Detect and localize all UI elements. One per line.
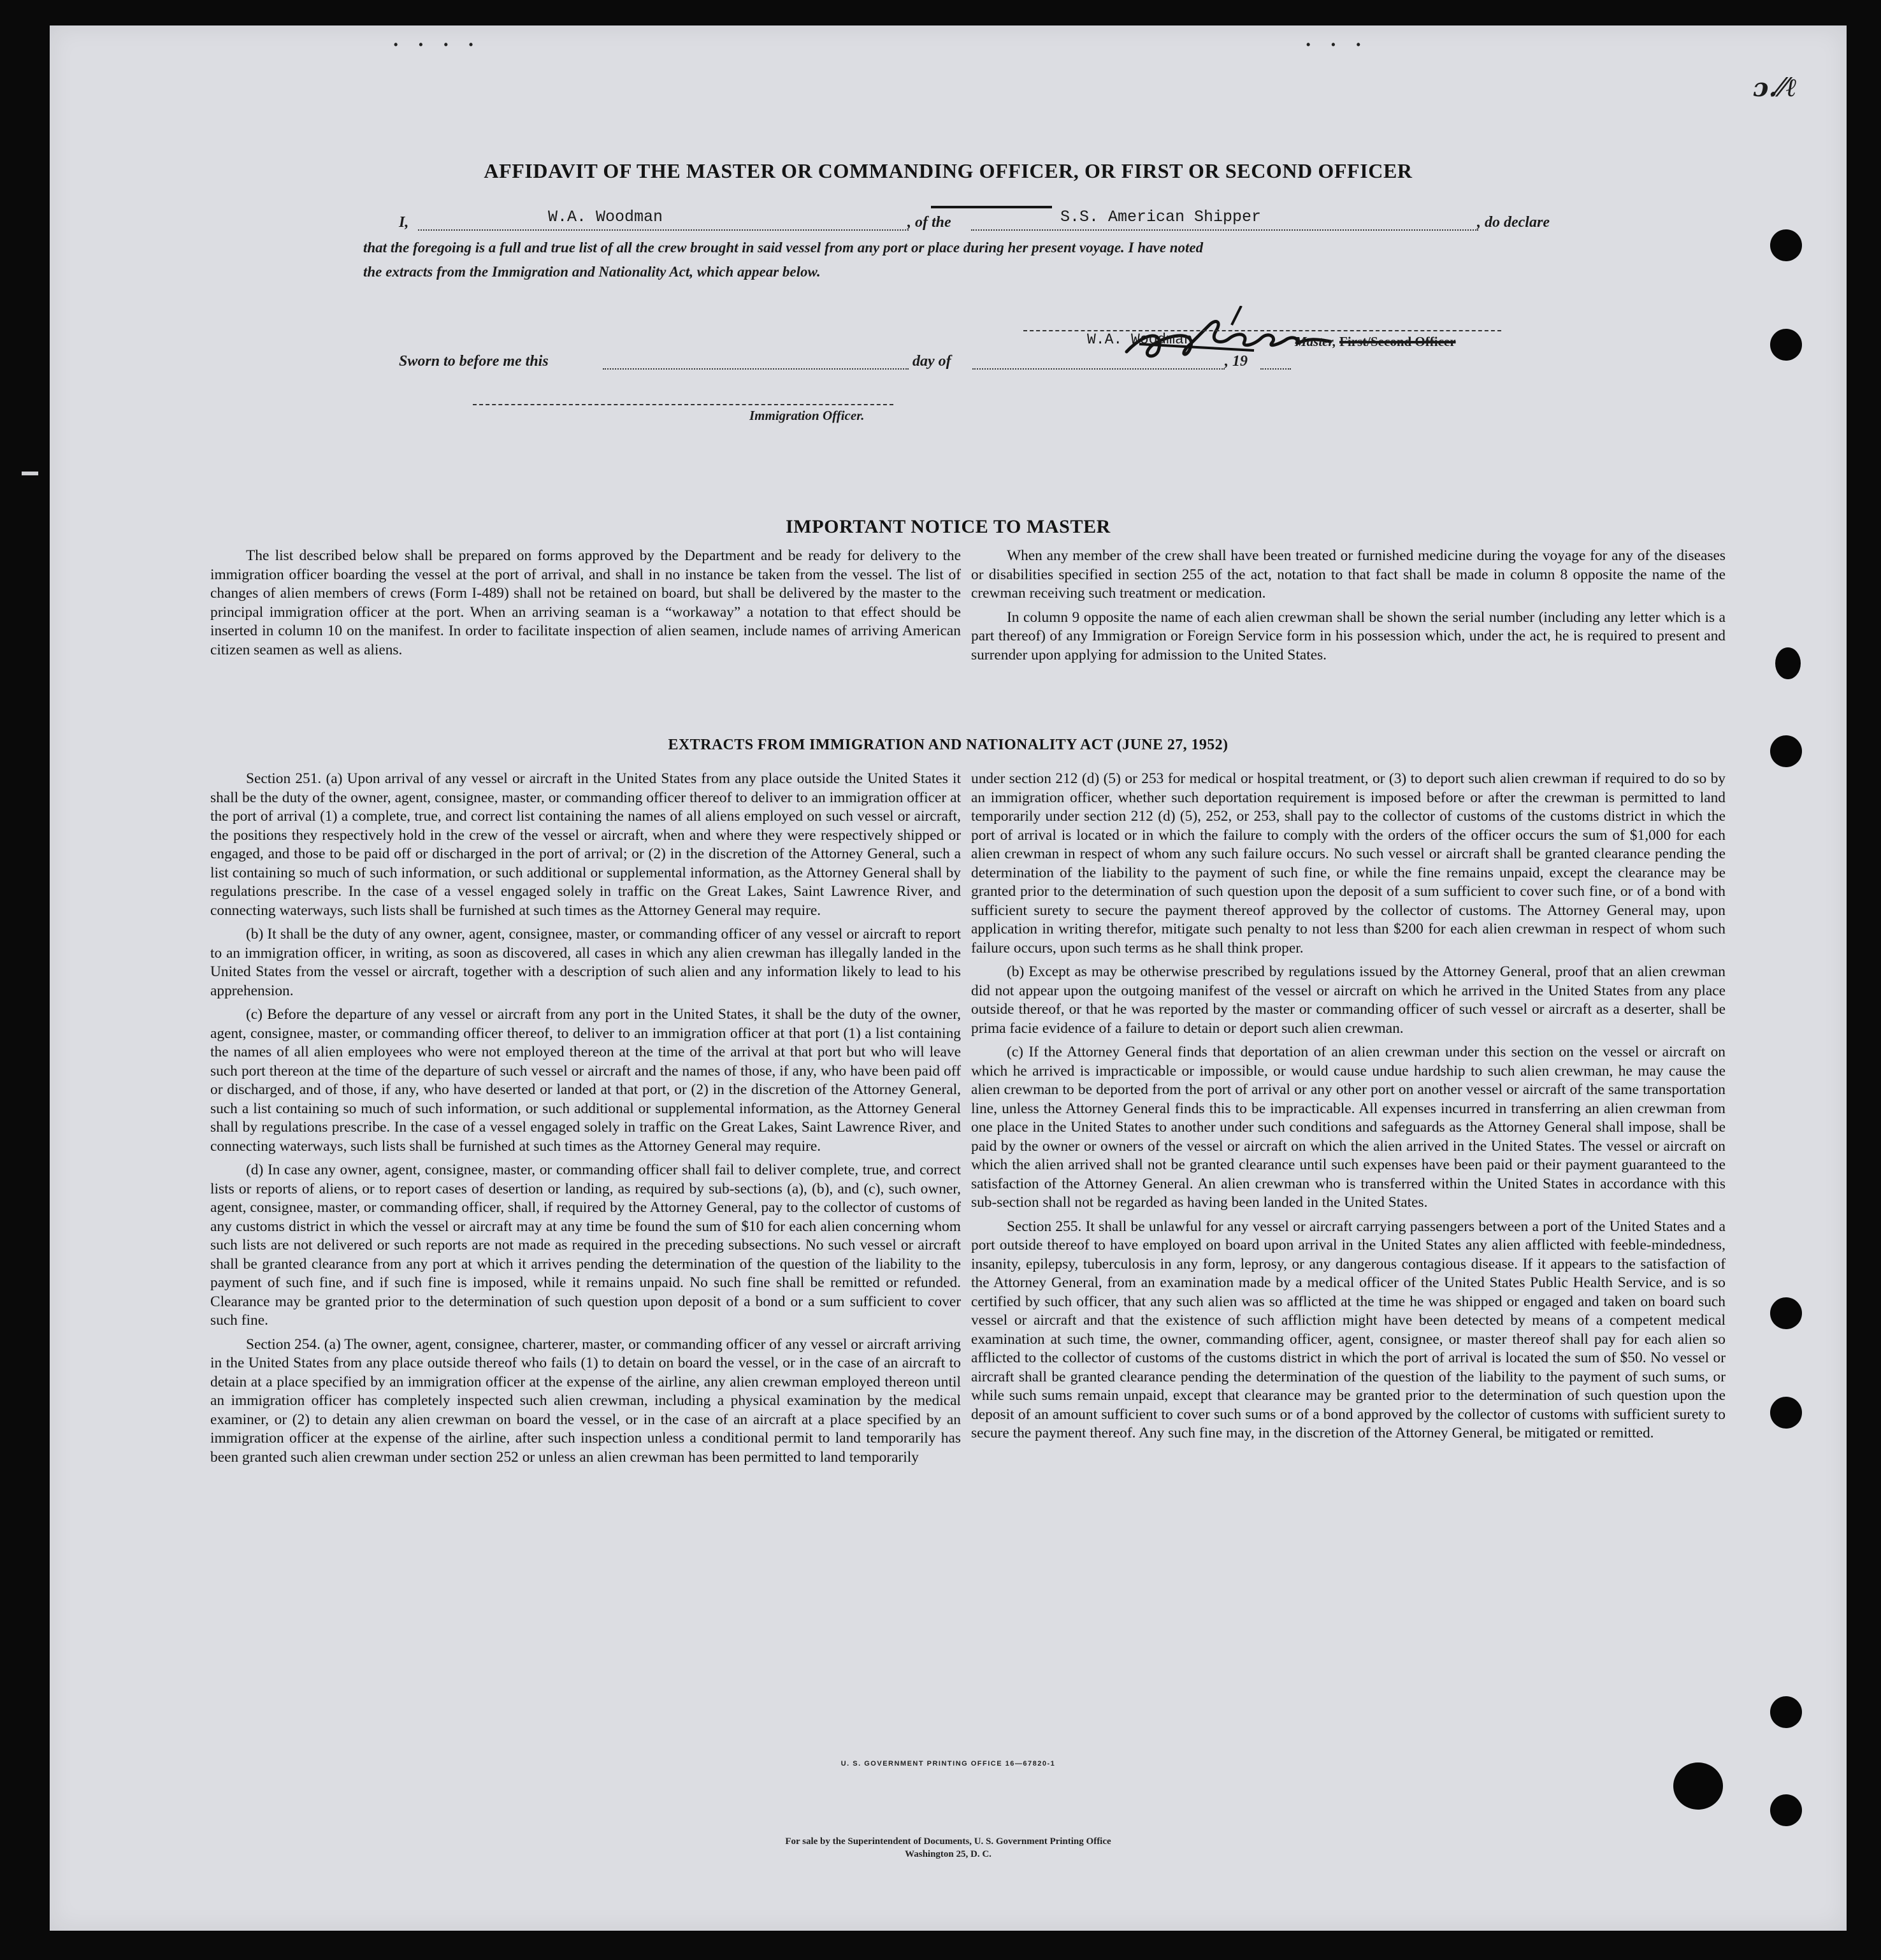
corner-handwriting: ɔ.⁄⁄ℓ (1753, 73, 1797, 103)
title-label (1295, 334, 1456, 350)
sale-notice (50, 1835, 1847, 1861)
label-of-the: , of the (907, 214, 951, 231)
sworn-month-line (972, 368, 1225, 370)
section-254a-continued: under section 212 (d) (5) or 253 for medical or hospital treatment, or (3) to deport such alien crewman if required to do so by an immigration officer, whether such deportation requirement is imposed before or after the crewman is permitted to land temporarily under section 212 (d) (5), 252, or 253, shall pay to the collector of customs of the customs district in which the port of arrival is located or in which the failure to comply with the orders of the officer occurs the sum of $1,000 for each alien crewman in respect of whom any such failure occurs. No such vessel or aircraft shall be granted clearance pending the determination of the liability to the payment of such fine, or while the fine remains unpaid, except the clearance may be granted prior to the determination of such question upon the deposit of a sum sufficient to cover such fine, or of a bond with sufficient surety to secure the payment thereof approved by the collector of customs. The Attorney General may, upon application in writing therefor, mitigate such penalty to not less than $200 for each alien crewman in respect of whom such failure occurs, upon such terms as he shall think proper. (971, 770, 1726, 956)
extracts-left-column (210, 770, 961, 1472)
label-do-declare: , do declare (1477, 214, 1550, 231)
punch-hole (1770, 735, 1802, 767)
section-254a: Section 254. (a) The owner, agent, consignee, charterer, master, or commanding officer of any vessel or aircraft arriving in the United States from any place outside thereof who fails (1) to detain on board the vessel, or in the case of an aircraft to detain at a place specified by an immigration officer at the expense of the airline, any alien crewman employed thereon until an immigration officer has completely inspected such alien crewman, including a physical examination by the medical examiner, or (2) to detain any alien crewman on board the vessel, or in the case of an aircraft at a place specified by an immigration officer at the expense of the airline, after such inspection unless a conditional permit to land temporarily has been granted such alien crewman under section 252 or unless an alien crewman has been permitted to land temporarily (210, 1336, 961, 1466)
immigration-officer-line (473, 404, 893, 405)
punch-hole (1770, 229, 1802, 261)
section-251b: (b) It shall be the duty of any owner, agent, consignee, master, or commanding officer of any vessel or aircraft to report to an immigration officer, in writing, as soon as discovered, all cases in which any alien crewman has illegally landed in the United States from the vessel or aircraft, together with a description of such alien and any information likely to lead to his apprehension. (210, 926, 961, 999)
declaration-line-1: that the foregoing is a full and true list of all the crew brought in said vessel from any port or place during her present voyage. I have noted (363, 240, 1204, 256)
punch-hole (1770, 1297, 1802, 1329)
vessel-name-field: S.S. American Shipper (1060, 208, 1262, 226)
label-i: I, (399, 214, 409, 231)
sworn-day-line (603, 368, 909, 370)
master-label: Master, (1295, 334, 1336, 349)
sworn-label: Sworn to before me this (399, 353, 549, 370)
section-254c: (c) If the Attorney General finds that deportation of an alien crewman under this section on the vessel or aircraft on which he arrived is impracticable or impossible, or would cause undue hardship to such alien crewman, he may cause the alien crewman to be deported from the port of arrival or any other port on another vessel or aircraft of the same transportation line, unless the Attorney General finds this to be impracticable. All expenses incurred in transferring an alien crewman from one place in the United States to another under such conditions and safeguards as the Attorney General shall impose, shall be paid by the owner or owners of the vessel or aircraft on which the alien arrived in the United States. The vessel or aircraft on which the alien arrived shall not be granted clearance until such expenses have been paid or their payment guaranteed to the satisfaction of the Attorney General. An alien crewman who is transferred within the United States in accordance with this sub-section shall not be regarded as having been landed in the United States. (971, 1044, 1726, 1211)
notice-right-column (971, 547, 1726, 670)
immigration-officer-label: Immigration Officer. (749, 408, 865, 423)
sale-line-2: Washington 25, D. C. (905, 1849, 991, 1859)
year-label: , 19 (1225, 353, 1248, 370)
declaration-line-2: the extracts from the Immigration and Nationality Act, which appear below. (363, 264, 821, 280)
section-254b: (b) Except as may be otherwise prescribed by regulations issued by the Attorney General, proof that an alien crewman did not appear upon the outgoing manifest of the vessel or aircraft on which he arrived in the United States from any place outside thereof, or that he was reported by the master or commanding officer of such vessel or aircraft as a deserter, shall be prima facie evidence of a failure to detain or deport such alien crewman. (971, 963, 1726, 1037)
master-name-field: W.A. Woodman (548, 208, 663, 226)
name-field-line (418, 229, 909, 231)
notice-left-column (210, 547, 961, 665)
edge-mark (22, 472, 38, 475)
signer-name: W.A. Woodman (1087, 331, 1193, 348)
notice-title: IMPORTANT NOTICE TO MASTER (786, 516, 1111, 537)
punch-hole (1770, 1696, 1802, 1728)
notice-right-paragraph-1: When any member of the crew shall have been treated or furnished medicine during the voyage for any of the diseases or disabilities specified in section 255 of the act, notation to that fact shall be made in column 8 opposite the name of the crewman receiving such treatment or medication. (971, 547, 1726, 602)
sale-line-1: For sale by the Superintendent of Documents, U. S. Government Printing Office (785, 1836, 1111, 1847)
extracts-right-column (971, 770, 1726, 1448)
scan-dots: • • • • (394, 38, 482, 51)
scan-dots: • • • (1306, 38, 1369, 51)
punch-hole (1775, 647, 1801, 679)
notice-right-paragraph-2: In column 9 opposite the name of each alien crewman shall be shown the serial number (including any letter which is a part thereof) of any Immigration or Foreign Service form in his possession which, under the act, he is required to present and surrender upon applying for admission to the United States. (971, 609, 1726, 663)
punch-hole (1770, 1794, 1802, 1826)
section-251d: (d) In case any owner, agent, consignee, master, or commanding officer shall fail to deliver complete, true, and correct lists or reports of aliens, or to report cases of desertion or landing, as required by sub-sections (a), (b), and (c), such owner, agent, consignee, master, or commanding officer, shall, if required by the Attorney General, pay to the collector of customs of any customs district in which the vessel or aircraft may at any time be found the sum of $10 for each alien concerning whom such lists are not delivered or such reports are not made as required in the preceding subsections. No such vessel or aircraft shall be granted clearance from any port at which it arrives pending the determination of the question of the liability to the payment of such fine, and if such fine is imposed, while it remains unpaid. No such fine shall be remitted or refunded. Clearance may be granted prior to the determination of such question upon deposit of a bond or a sum sufficient to cover such fine. (210, 1162, 961, 1329)
extracts-title: EXTRACTS FROM IMMIGRATION AND NATIONALITY ACT (JUNE 27, 1952) (668, 737, 1229, 753)
vessel-field-line (971, 229, 1478, 231)
affidavit-title: AFFIDAVIT OF THE MASTER OR COMMANDING OFFICER, OR FIRST OR SECOND OFFICER (484, 159, 1413, 182)
document-page (50, 25, 1847, 1931)
punch-hole (1770, 1397, 1802, 1429)
section-251a: Section 251. (a) Upon arrival of any vessel or aircraft in the United States from any place outside the United States it shall be the duty of the owner, agent, consignee, master, or commanding officer thereof to deliver to an immigration officer at the port of arrival (1) a complete, true, and correct list containing the names of all aliens employed on such vessel or aircraft, the positions they respectively hold in the crew of the vessel or aircraft, when and where they were respectively shipped or engaged, and those to be paid off or discharged in the port of arrival; or (2) in the discretion of the Attorney General, such a list containing so much of such information, or such additional or supplemental information, as the Attorney General shall by regulations prescribe. In the case of a vessel engaged solely in traffic on the Great Lakes, Saint Lawrence River, and connecting waterways, such lists shall be furnished at such times as the Attorney General may require. (210, 770, 961, 919)
struck-officer-title: First/Second Officer (1339, 334, 1456, 349)
punch-hole (1770, 329, 1802, 361)
notice-left-paragraph: The list described below shall be prepared on forms approved by the Department and be ready for delivery to the immigration officer boarding the vessel at the port of arrival, and shall in no instance be taken from the vessel. The list of changes of alien members of crews (Form I-489) shall not be retained on board, but shall be delivered by the master to the principal immigration officer at the port. When an arriving seaman is a “workaway” a notation to that effect should be inserted in column 10 on the manifest. In order to facilitate inspection of alien seamen, include names of arriving American citizen seamen as well as aliens. (210, 547, 961, 658)
printing-office-line: U. S. GOVERNMENT PRINTING OFFICE 16—67820-1 (840, 1760, 1056, 1768)
section-255: Section 255. It shall be unlawful for any vessel or aircraft carrying passengers between a port of the United States and a port outside thereof to have employed on board upon arrival in the United States any alien afflicted with feeble-mindedness, insanity, epilepsy, tuberculosis in any form, leprosy, or any dangerous contagious disease. If it appears to the satisfaction of the Attorney General, from an examination made by a medical officer of the United States Public Health Service, and is so certified by such officer, that any such alien was so afflicted at the time he was shipped or engaged and taken on board such vessel or aircraft and that the existence of such affliction might have been detected by means of a competent medical examination at such time, the owner, commanding officer, agent, consignee, or master thereof shall pay for each alien so afflicted to the collector of customs of the customs district in which the port of arrival is located the sum of $50. No vessel or aircraft shall be granted clearance pending the determination of the question of the liability to the payment of such sums, or while such sums remain unpaid, except that clearance may be granted prior to the determination of such question upon the deposit of an amount sufficient to cover such sums or of a bond approved by the collector of customs with sufficient surety to secure the payment thereof. Any such fine may, in the discretion of the Attorney General, be mitigated or remitted. (971, 1218, 1726, 1441)
sworn-year-line (1260, 368, 1291, 370)
day-of-label: day of (912, 353, 951, 370)
title-divider (931, 206, 1052, 208)
punch-hole (1673, 1762, 1723, 1810)
section-251c: (c) Before the departure of any vessel or aircraft from any port in the United States, it shall be the duty of the owner, agent, consignee, master, or commanding officer thereof, to deliver to an immigration officer at that port (1) a list containing the names of all alien employees who were not employed thereon at the time of the arrival at that port but who will leave such port thereon at the time of the departure of such vessel or aircraft and the names of those, if any, who have been paid off or discharged, and of those, if any, who have deserted or landed at that port, or (2) in the discretion of the Attorney General, such a list containing so much of such information, or such additional or supplemental information, as the Attorney General shall by regulations prescribe. In the case of a vessel engaged solely in traffic on the Great Lakes, Saint Lawrence River, and connecting waterways, such lists shall be furnished at such times as the Attorney General may require. (210, 1006, 961, 1155)
